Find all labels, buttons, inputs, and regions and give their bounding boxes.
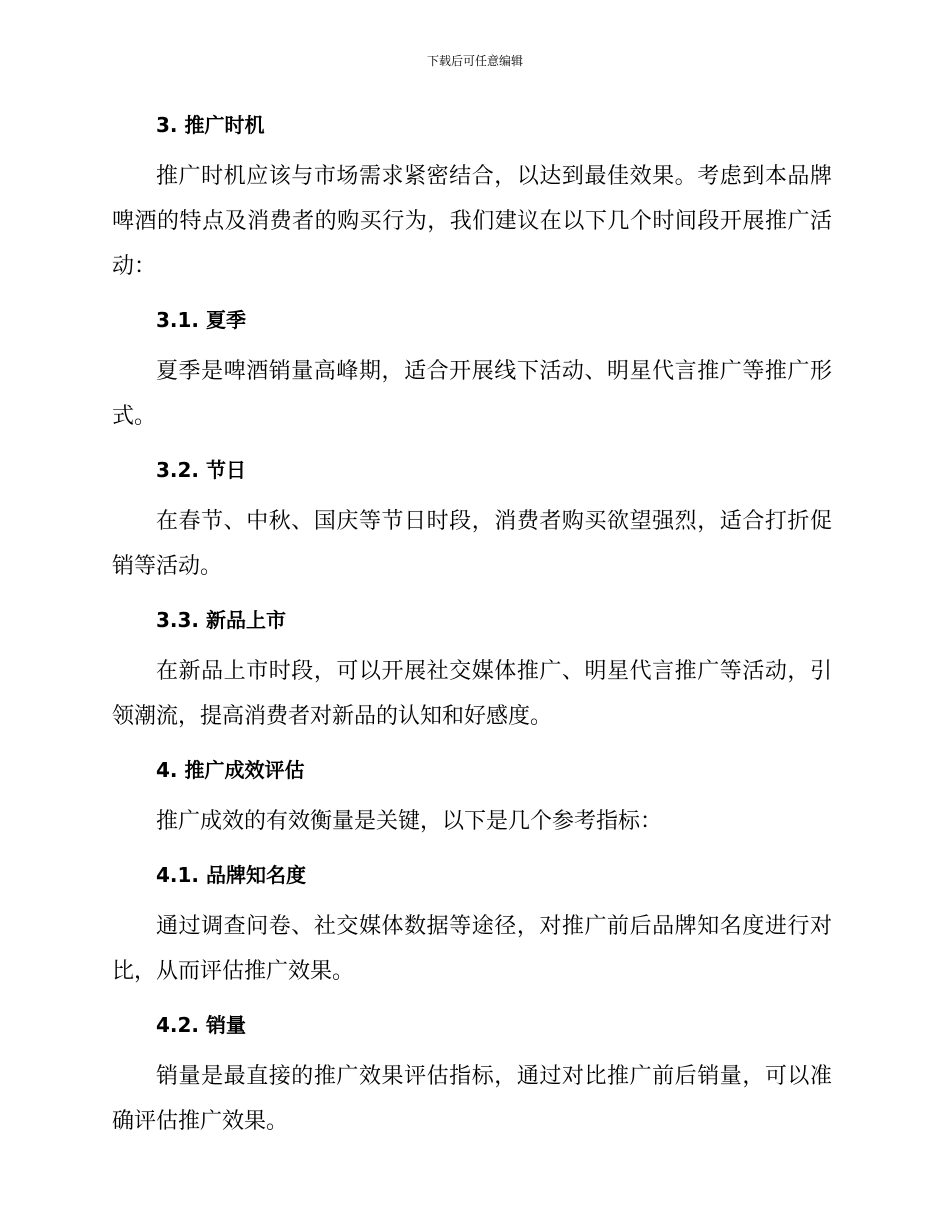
paragraph-sales: 销量是最直接的推广效果评估指标，通过对比推广前后销量，可以准确评估推广效果。 <box>112 1064 832 1134</box>
section-heading-3-2: 3.2. 节日 <box>156 458 246 482</box>
paragraph-holidays: 在春节、中秋、国庆等节日时段，消费者购买欲望强烈，适合打折促销等活动。 <box>112 509 832 579</box>
paragraph-promotion-timing: 推广时机应该与市场需求紧密结合，以达到最佳效果。考虑到本品牌啤酒的特点及消费者的购买行为，我们建议在以下几个时间段开展推广活动： <box>112 164 832 279</box>
document-body <box>112 110 832 1144</box>
paragraph-new-product: 在新品上市时段，可以开展社交媒体推广、明星代言推广等活动，引领潮流，提高消费者对新品的认知和好感度。 <box>112 659 832 729</box>
header-note: 下载后可任意编辑 <box>426 54 523 68</box>
section-heading-4-1: 4.1. 品牌知名度 <box>156 863 306 887</box>
paragraph-evaluation: 推广成效的有效衡量是关键，以下是几个参考指标： <box>156 809 663 834</box>
section-heading-3-3: 3.3. 新品上市 <box>156 608 286 632</box>
section-heading-4-2: 4.2. 销量 <box>156 1013 246 1037</box>
paragraph-summer: 夏季是啤酒销量高峰期，适合开展线下活动、明星代言推广等推广形式。 <box>112 359 832 429</box>
paragraph-brand-awareness: 通过调查问卷、社交媒体数据等途径，对推广前后品牌知名度进行对比，从而评估推广效果。 <box>112 914 832 984</box>
section-heading-3-1: 3.1. 夏季 <box>156 308 246 332</box>
section-heading-3: 3. 推广时机 <box>156 113 265 137</box>
section-heading-4: 4. 推广成效评估 <box>156 758 305 782</box>
